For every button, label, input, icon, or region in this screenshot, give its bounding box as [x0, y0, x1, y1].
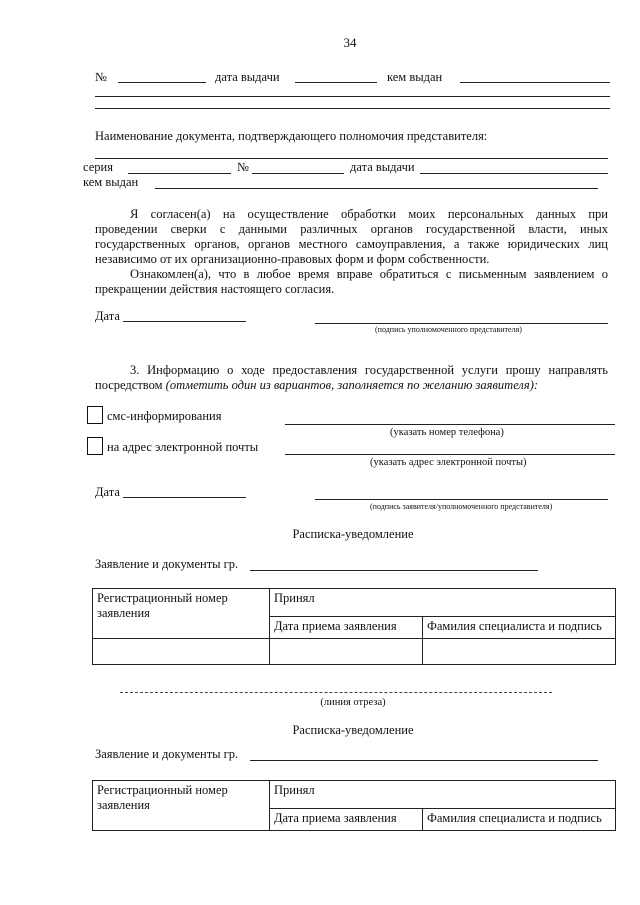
receipt-1-reg-header: Регистрационный номер заявления [93, 589, 270, 639]
receipt-2-accepted-header: Принял [270, 781, 616, 809]
passport-extra-line-1 [95, 96, 610, 97]
cut-line-label: (линия отреза) [320, 697, 386, 708]
passport-number-field[interactable] [118, 68, 206, 82]
receipt-1-citizen-underline [250, 570, 538, 571]
rep-no-underline [252, 173, 344, 174]
cut-line [120, 692, 552, 693]
passport-date-label: дата выдачи [215, 70, 280, 84]
rep-doc-name-line [95, 158, 608, 159]
section3-line-2-italic: (отметить один из вариантов, заполняется по желанию заявителя): [165, 378, 539, 392]
receipt-1-name-cell[interactable] [423, 639, 616, 665]
phone-caption: (указать номер телефона) [390, 427, 504, 438]
passport-no-label: № [95, 70, 107, 84]
section3-line-2 [95, 378, 538, 393]
rep-issued-underline [155, 188, 598, 189]
consent-signature-caption: (подпись уполномоченного представителя) [375, 325, 522, 334]
section3-line-2-plain: посредством [95, 378, 166, 392]
consent-date-label: Дата [95, 309, 120, 323]
consent-line-3: государственных органов, органов местного самоуправления, а также юридических лиц [95, 237, 608, 251]
consent-line-4: независимо от их организационно-правовых форм и форм собственности. [95, 252, 490, 266]
receipt-2-reg-header: Регистрационный номер заявления [93, 781, 270, 831]
passport-issued-label: кем выдан [387, 70, 443, 84]
informed-line-1: Ознакомлен(а), что в любое время вправе обратиться с письменным заявлением о [130, 267, 608, 281]
informed-line-2: прекращении действия настоящего согласия. [95, 282, 335, 296]
receipt-1-statement: Заявление и документы гр. [95, 557, 239, 571]
receipt-1-date-header: Дата приема заявления [270, 617, 423, 639]
rep-no-label: № [237, 160, 249, 174]
email-checkbox[interactable] [87, 437, 103, 455]
passport-issued-field[interactable] [460, 68, 610, 82]
consent-date-underline [123, 321, 246, 322]
receipt-1-title: Расписка-уведомление [292, 527, 414, 541]
consent-signature-line [315, 323, 608, 324]
sms-checkbox[interactable] [87, 406, 103, 424]
sms-option-label: смс-информирования [107, 409, 222, 423]
receipt-1-reg-cell[interactable] [93, 639, 270, 665]
receipt-2-title: Расписка-уведомление [292, 723, 414, 737]
receipt-1-name-header: Фамилия специалиста и подпись [423, 617, 616, 639]
section3-signature-line [315, 499, 608, 500]
passport-issued-underline [460, 82, 610, 83]
rep-series-underline [128, 173, 231, 174]
section3-line-1: 3. Информацию о ходе предоставления государственной услуги прошу направлять [130, 363, 608, 377]
email-underline [285, 454, 615, 455]
receipt-2-table [92, 780, 616, 831]
consent-line-2: проведении сверки с данными различных органов государственной власти, иных [95, 222, 608, 236]
passport-extra-line-2 [95, 108, 610, 109]
receipt-2-date-header: Дата приема заявления [270, 809, 423, 831]
passport-date-field[interactable] [295, 68, 377, 82]
consent-line-1: Я согласен(а) на осуществление обработки моих персональных данных при [130, 207, 608, 221]
receipt-1-accepted-header: Принял [270, 589, 616, 617]
passport-date-underline [295, 82, 377, 83]
receipt-2-statement: Заявление и документы гр. [95, 747, 239, 761]
rep-series-label: серия [83, 160, 113, 174]
passport-number-underline [118, 82, 206, 83]
rep-issued-label: кем выдан [83, 175, 139, 189]
page-number: 34 [343, 35, 357, 50]
receipt-1-table [92, 588, 616, 665]
email-option-label: на адрес электронной почты [107, 440, 259, 454]
rep-date-underline [420, 173, 608, 174]
receipt-1-date-cell[interactable] [270, 639, 423, 665]
rep-date-label: дата выдачи [350, 160, 415, 174]
receipt-2-citizen-underline [250, 760, 598, 761]
section3-signature-caption: (подпись заявителя/уполномоченного представителя) [370, 502, 553, 511]
section3-date-label: Дата [95, 485, 120, 499]
email-caption: (указать адрес электронной почты) [370, 457, 527, 468]
phone-underline [285, 424, 615, 425]
rep-doc-title: Наименование документа, подтверждающего полномочия представителя: [95, 129, 488, 143]
receipt-2-name-header: Фамилия специалиста и подпись [423, 809, 616, 831]
section3-date-underline [123, 497, 246, 498]
